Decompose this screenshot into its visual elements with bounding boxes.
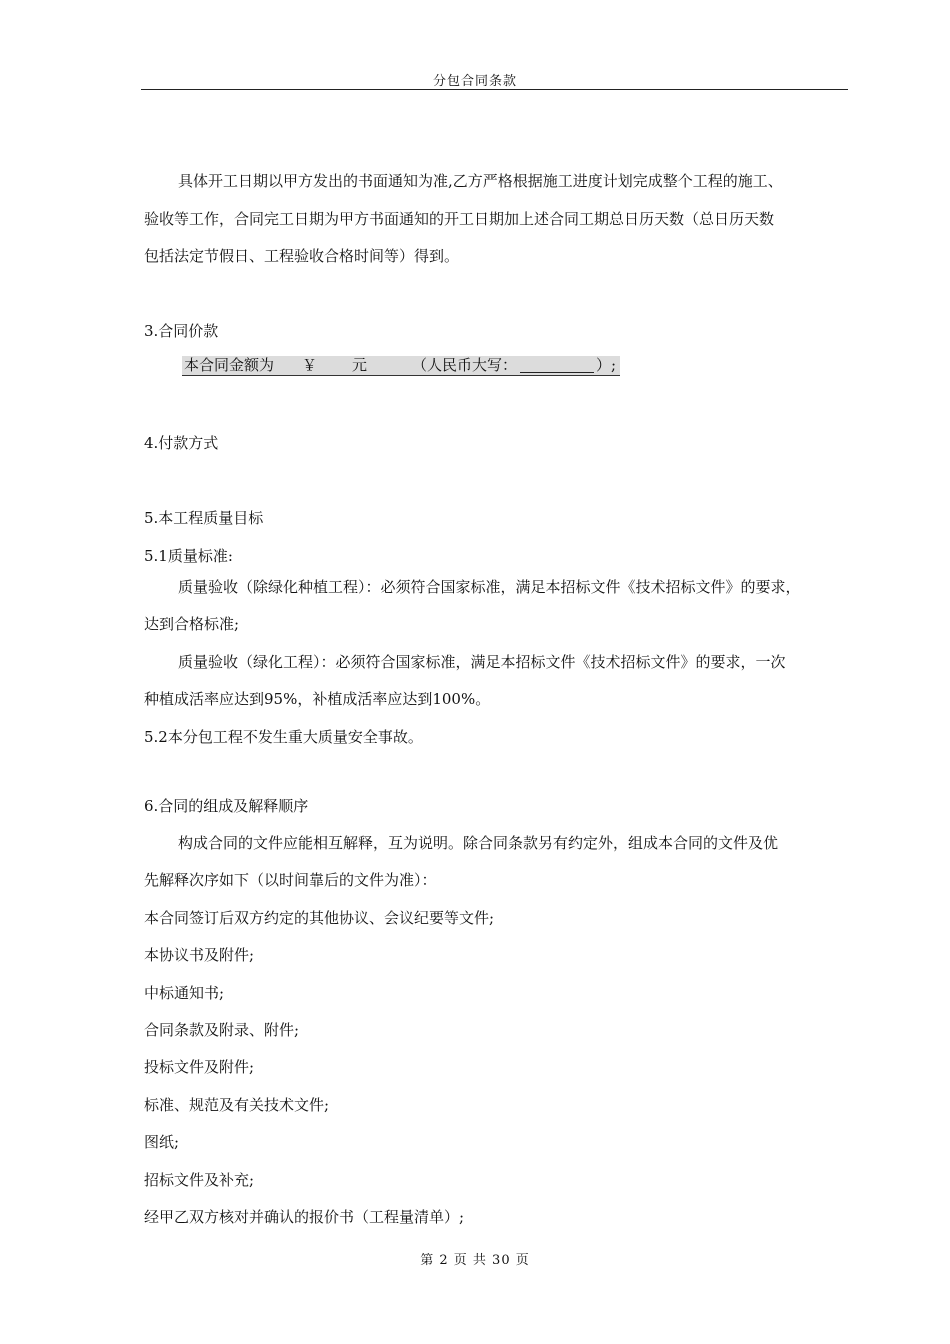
section-6-heading: 6.合同的组成及解释顺序 [144,797,309,815]
page-footer-number: 第 2 页 共 30 页 [420,1253,530,1268]
amount-label: 本合同金额为 [184,356,275,374]
currency-symbol: ￥ [302,356,318,374]
intro-line-2: 验收等工作，合同完工日期为甲方书面通知的开工日期加上述合同工期总日历天数（总日历天数 [144,210,775,228]
list-item: 经甲乙双方核对并确认的报价书（工程量清单）; [144,1208,465,1226]
contract-amount-field [182,356,620,376]
list-item: 合同条款及附录、附件; [144,1021,300,1039]
rmb-end: ）; [596,356,617,374]
page-header-title: 分包合同条款 [432,74,517,89]
list-item: 本合同签订后双方约定的其他协议、会议纪要等文件; [144,909,495,927]
amount-unit: 元 [352,356,368,374]
list-item: 本协议书及附件; [144,946,255,964]
section-6-p-line-1: 构成合同的文件应能相互解释，互为说明。除合同条款另有约定外，组成本合同的文件及优 [178,834,779,852]
section-4-heading: 4.付款方式 [144,434,219,452]
list-item: 标准、规范及有关技术文件; [144,1096,330,1114]
list-item: 投标文件及附件; [144,1058,255,1076]
header-rule [141,89,848,90]
list-item: 图纸; [144,1133,180,1151]
intro-line-1: 具体开工日期以甲方发出的书面通知为准,乙方严格根据施工进度计划完成整个工程的施工、 [178,172,783,190]
list-item: 招标文件及补充; [144,1171,255,1189]
section-3-heading: 3.合同价款 [144,322,219,340]
rmb-label: （人民币大写： [412,356,518,374]
quality-p2-line-1: 质量验收（绿化工程）：必须符合国家标准，满足本招标文件《技术招标文件》的要求，一次 [178,653,786,671]
quality-p1-line-2: 达到合格标准; [144,615,240,633]
section-5-1-heading: 5.1质量标准: [144,547,233,565]
section-5-2-text: 5.2本分包工程不发生重大质量安全事故。 [144,728,423,746]
section-5-heading: 5.本工程质量目标 [144,509,264,527]
section-6-p-line-2: 先解释次序如下（以时间靠后的文件为准）： [144,871,437,889]
quality-p1-line-1: 质量验收（除绿化种植工程）：必须符合国家标准，满足本招标文件《技术招标文件》的要求， [178,578,801,596]
intro-line-3: 包括法定节假日、工程验收合格时间等）得到。 [144,247,460,265]
list-item: 中标通知书; [144,984,225,1002]
quality-p2-line-2: 种植成活率应达到95%，补植成活率应达到100%。 [144,690,491,708]
